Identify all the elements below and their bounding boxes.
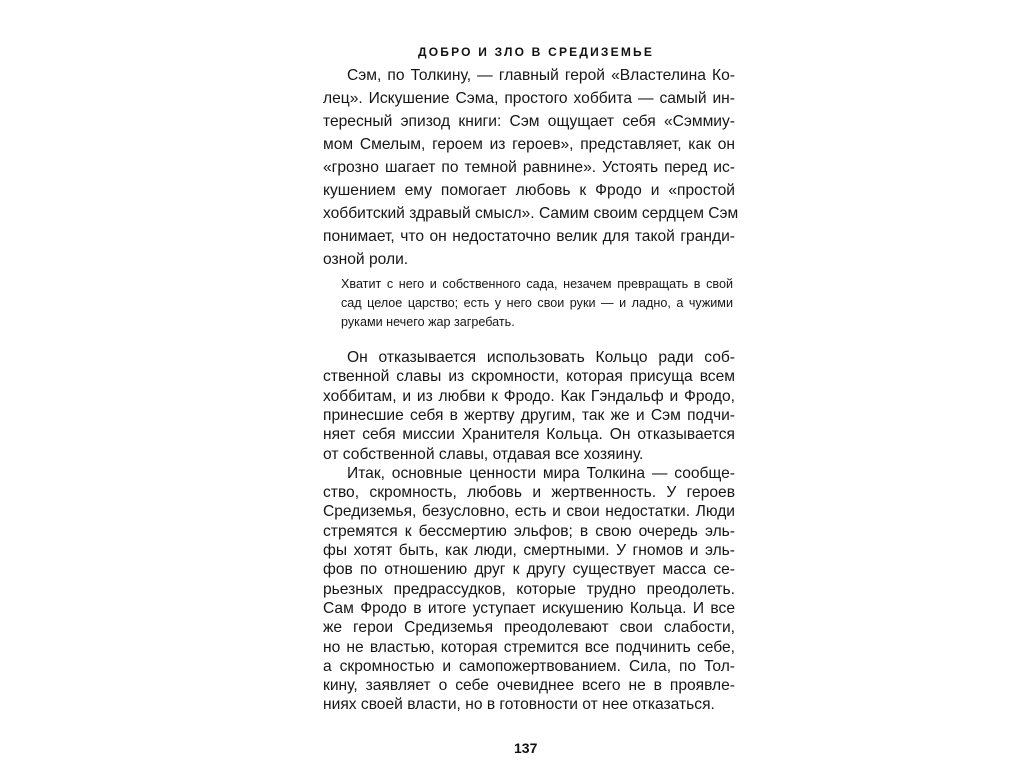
paragraph-3-line: но не властью, которая стремится все подчинить себе,: [323, 638, 735, 656]
running-head: ДОБРО И ЗЛО В СРЕДИЗЕМЬЕ: [418, 45, 655, 59]
paragraph-3-line: фы хотят быть, как люди, смертными. У гномов и эль-: [323, 542, 735, 559]
quote-line: руками нечего жар загребать.: [341, 315, 515, 329]
paragraph-2-line: от собственной славы, отдавая все хозяину.: [323, 445, 644, 463]
paragraph-2-line: хоббитам, и из любви к Фродо. Как Гэндальф и Фродо,: [323, 387, 735, 405]
paragraph-3-line: кину, заявляет о себе очевиднее всего не в проявле-: [323, 677, 735, 695]
paragraph-2-line: няет себя миссии Хранителя Кольца. Он отказывается: [323, 426, 735, 444]
paragraph-1-line: Сэм, по Толкину, — главный герой «Властелина Ко-: [347, 67, 735, 84]
paragraph-2-line: ственной славы из скромности, которая присуща всем: [323, 368, 735, 386]
paragraph-3-line: стремятся к бессмертию эльфов; в свою очередь эль-: [323, 522, 735, 540]
paragraph-3-line: фов по отношению друг к другу существует масса се-: [323, 561, 735, 579]
page-number: 137: [514, 740, 538, 756]
paragraph-1-line: тересный эпизод книги: Сэм ощущает себя «Сэммиу-: [323, 113, 735, 130]
paragraph-3-line: Средиземья, безусловно, есть и свои недостатки. Люди: [323, 503, 735, 521]
paragraph-3-line: а скромностью и самопожертвованием. Сила, по Тол-: [323, 657, 735, 675]
paragraph-3-line: ниях своей власти, но в готовности от нее отказаться.: [323, 696, 715, 714]
paragraph-1-line: хоббитский здравый смысл». Самим своим сердцем Сэм: [323, 205, 739, 222]
paragraph-1-line: лец». Искушение Сэма, простого хоббита — самый ин-: [323, 90, 735, 107]
paragraph-2-line: Он отказывается использовать Кольцо ради соб-: [347, 349, 735, 366]
paragraph-1-line: понимает, что он недостаточно велик для такой гранди-: [323, 228, 735, 245]
paragraph-1-line: «грозно шагает по темной равнине». Устоять перед ис-: [323, 159, 735, 176]
paragraph-3-line: рьезных предрассудков, которые трудно преодолеть.: [323, 580, 735, 598]
paragraph-1-line: озной роли.: [323, 251, 409, 268]
paragraph-3-line: же герои Средиземья преодолевают свои слабости,: [323, 619, 735, 637]
quote-line: сад целое царство; есть у него свои руки — и ладно, а чужими: [341, 296, 733, 310]
paragraph-2-line: принесшие себя в жертву другим, так же и Сэм подчи-: [323, 406, 735, 424]
paragraph-1-line: кушением ему помогает любовь к Фродо и «простой: [323, 182, 735, 199]
paragraph-3-line: Итак, основные ценности мира Толкина — сообще-: [347, 464, 735, 482]
quote-line: Хватит с него и собственного сада, незачем превращать в свой: [341, 277, 733, 291]
paragraph-3-line: Сам Фродо в итоге уступает искушению Кольца. И все: [323, 599, 735, 617]
paragraph-3-line: ство, скромность, любовь и жертвенность. У героев: [323, 484, 735, 502]
paragraph-1-line: мом Смелым, героем из героев», представляет, как он: [323, 136, 735, 153]
